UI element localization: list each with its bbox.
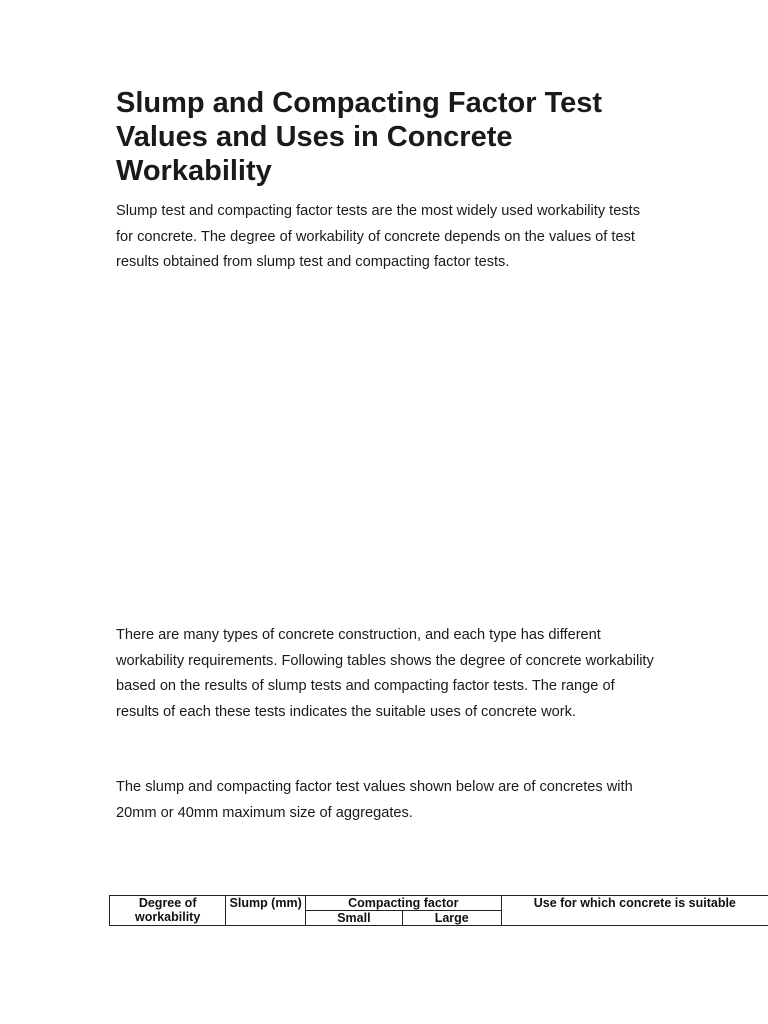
header-small: Small	[305, 911, 402, 926]
document-title: Slump and Compacting Factor Test Values and Uses in Concrete Workability	[116, 87, 603, 187]
intro-paragraph: Slump test and compacting factor tests are the most widely used workability tests for concrete. The degree of workability of concrete depends on the values of test results obtained from slump test and compacting factor tests.	[116, 203, 640, 270]
header-degree-of-workability: Degree of workability	[110, 896, 226, 926]
aggregate-size-paragraph: The slump and compacting factor test values shown below are of concretes with 20mm or 40mm maximum size of aggregates.	[116, 779, 633, 821]
header-slump: Slump (mm)	[226, 896, 306, 926]
workability-table-header	[110, 896, 768, 926]
workability-table	[109, 895, 768, 926]
table-header-row	[110, 896, 768, 911]
header-large: Large	[402, 911, 501, 926]
construction-types-paragraph: There are many types of concrete construction, and each type has different workability requirements. Following tables shows the degree of concrete workability based on the results of slump tests and compacting factor tests. The range of results of each these tests indicates the suitable uses of concrete work.	[116, 627, 654, 720]
header-use: Use for which concrete is suitable	[501, 896, 768, 926]
header-compacting-factor: Compacting factor	[305, 896, 501, 911]
